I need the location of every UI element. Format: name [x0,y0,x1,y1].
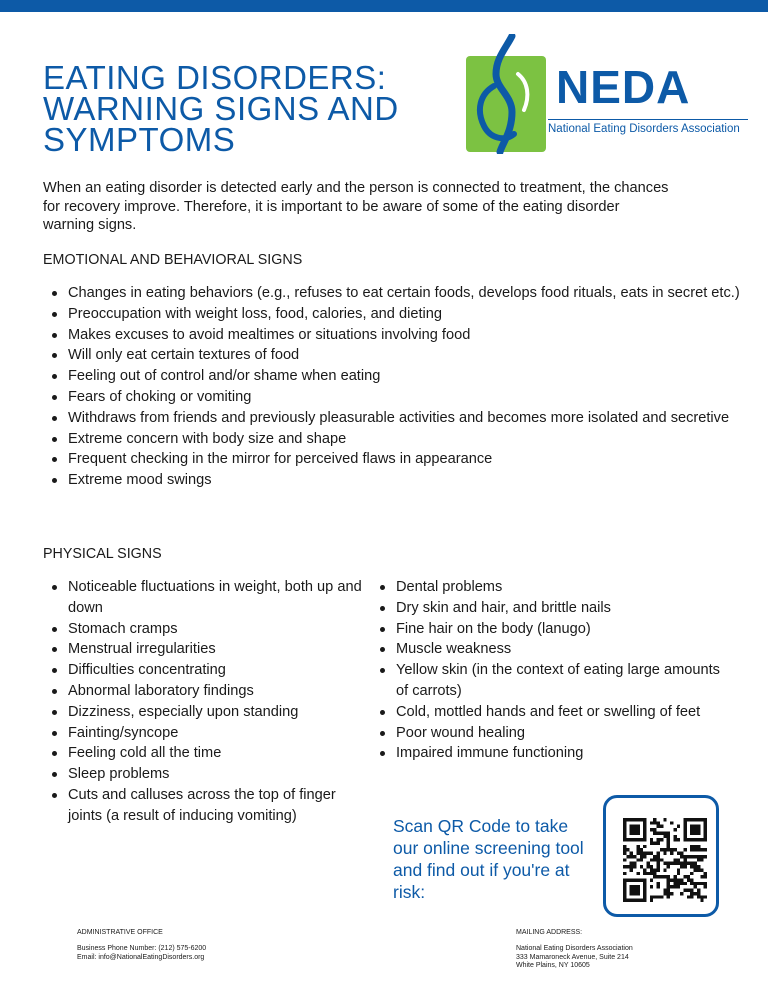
physical-sign-item: Stomach cramps [43,619,363,640]
emotional-sign-item: Changes in eating behaviors (e.g., refuses to eat certain foods, develops food rituals, eats in secret etc.) [43,283,743,304]
footer-address-line: National Eating Disorders Association [516,945,633,953]
qr-code-icon[interactable] [623,818,707,902]
top-accent-bar [0,0,768,12]
emotional-sign-item: Withdraws from friends and previously pleasurable activities and becomes more isolated and secretive [43,408,743,429]
physical-sign-item: Impaired immune functioning [371,743,731,764]
physical-sign-item: Difficulties concentrating [43,660,363,681]
logo-divider [548,119,748,120]
physical-sign-item: Dry skin and hair, and brittle nails [371,598,731,619]
logo-wordmark: NEDA [556,61,691,113]
footer-phone: Business Phone Number: (212) 575-6200 [77,945,207,953]
title-line: EATING DISORDERS: [43,59,387,96]
physical-sign-item: Cold, mottled hands and feet or swelling of feet [371,702,731,723]
physical-signs-list-right [371,577,731,764]
physical-sign-item: Cuts and calluses across the top of finger joints (a result of inducing vomiting) [43,785,363,827]
footer-email: Email: info@NationalEatingDisorders.org [77,953,205,961]
physical-sign-item: Fainting/syncope [43,723,363,744]
title-line: WARNING SIGNS AND [43,90,399,127]
footer-address-line: 333 Mamaroneck Avenue, Suite 214 [516,953,629,961]
emotional-signs-list [43,283,743,491]
footer-admin-heading: ADMINISTRATIVE OFFICE [77,929,163,936]
physical-sign-item: Fine hair on the body (lanugo) [371,619,731,640]
emotional-heading: EMOTIONAL AND BEHAVIORAL SIGNS [43,252,303,268]
qr-prompt-text: Scan QR Code to take our online screening tool and find out if you're at risk: [393,816,584,902]
intro-paragraph: When an eating disorder is detected early and the person is connected to treatment, the chances for recovery improve. Therefore, it is important to be aware of some of the eating disorder warning signs. [43,180,669,233]
qr-code-frame[interactable] [603,795,719,917]
physical-sign-item: Menstrual irregularities [43,639,363,660]
footer-address-line: White Plains, NY 10605 [516,962,590,970]
emotional-sign-item: Extreme concern with body size and shape [43,429,743,450]
footer-mailing-address [516,929,633,971]
emotional-sign-item: Makes excuses to avoid mealtimes or situations involving food [43,325,743,346]
page-title [43,59,443,158]
emotional-sign-item: Feeling out of control and/or shame when eating [43,366,743,387]
footer-admin-office [77,929,206,962]
emotional-sign-item: Frequent checking in the mirror for perceived flaws in appearance [43,449,743,470]
physical-sign-item: Muscle weakness [371,639,731,660]
physical-sign-item: Noticeable fluctuations in weight, both up and down [43,577,363,619]
physical-sign-item: Feeling cold all the time [43,743,363,764]
emotional-sign-item: Extreme mood swings [43,470,743,491]
emotional-sign-item: Preoccupation with weight loss, food, calories, and dieting [43,304,743,325]
logo-subtitle: National Eating Disorders Association [548,123,740,135]
physical-heading: PHYSICAL SIGNS [43,546,162,562]
physical-sign-item: Abnormal laboratory findings [43,681,363,702]
emotional-sign-item: Will only eat certain textures of food [43,345,743,366]
physical-signs-list-left [43,577,363,827]
neda-logo [466,34,756,154]
emotional-sign-item: Fears of choking or vomiting [43,387,743,408]
swirl-icon [466,34,546,154]
physical-sign-item: Dental problems [371,577,731,598]
title-line: SYMPTOMS [43,121,236,158]
physical-sign-item: Yellow skin (in the context of eating large amounts of carrots) [371,660,731,702]
physical-sign-item: Sleep problems [43,764,363,785]
physical-sign-item: Poor wound healing [371,723,731,744]
physical-sign-item: Dizziness, especially upon standing [43,702,363,723]
footer-mailing-heading: MAILING ADDRESS: [516,929,583,936]
